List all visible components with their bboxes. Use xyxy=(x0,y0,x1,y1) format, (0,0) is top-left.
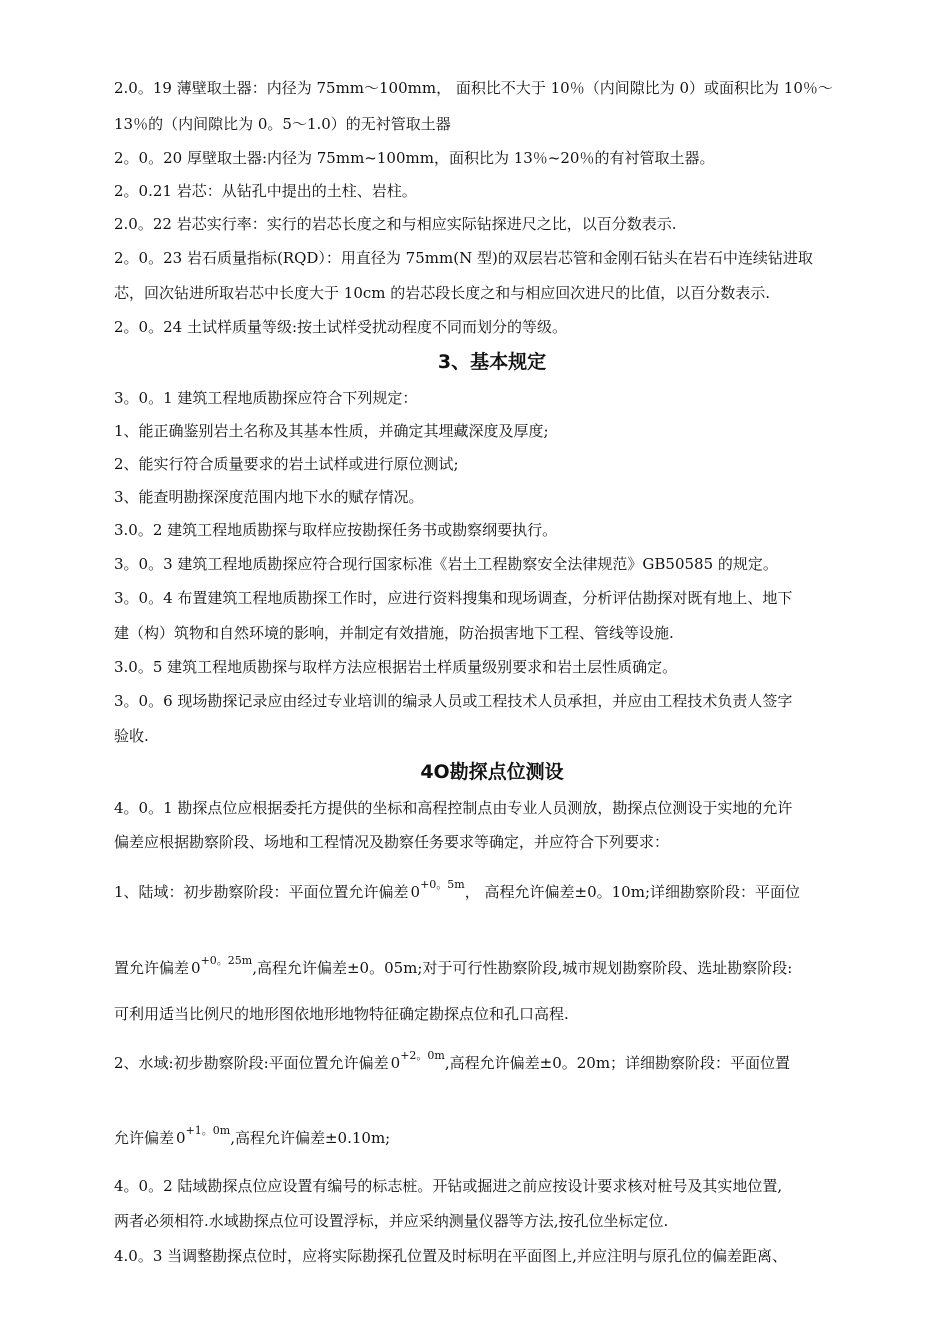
water-tolerance-text: 2、水域:初步勘察阶段:平面位置允许偏差 xyxy=(114,1054,389,1072)
land-tolerance-line-1 xyxy=(114,878,870,901)
tolerance-superscript: +2。0m xyxy=(400,1049,445,1062)
land-tolerance-line-3: 可利用适当比例尺的地形图依地形地物特征确定勘探点位和孔口高程. xyxy=(114,1005,569,1023)
list-item-3: 3、能查明勘探深度范围内地下水的赋存情况。 xyxy=(114,488,424,506)
clause-2-0-23: 2。0。23 岩石质量指标(RQD）：用直径为 75mm(N 型)的双层岩芯管和金刚石钻头在岩石中连续钻进取 xyxy=(114,249,813,267)
tolerance-base: 0 xyxy=(176,1129,186,1147)
clause-4-0-2: 4。0。2 陆域勘探点位应设置有编号的标志桩。开钻或掘进之前应按设计要求核对桩号及其实地位置, xyxy=(114,1177,783,1195)
clause-4-0-1-cont: 偏差应根据勘察阶段、场地和工程情况及勘察任务要求等确定，并应符合下列要求： xyxy=(114,833,670,851)
clause-2-0-22: 2.0。22 岩芯实行率：实行的岩芯长度之和与相应实际钻探进尺之比，以百分数表示. xyxy=(114,215,677,233)
list-item-2: 2、能实行符合质量要求的岩土试样或进行原位测试; xyxy=(114,455,459,473)
water-tolerance-text-3: 允许偏差 xyxy=(114,1129,175,1147)
clause-4-0-2-cont: 两者必须相符.水域勘探点位可设置浮标，并应采纳测量仪器等方法,按孔位坐标定位. xyxy=(114,1212,669,1230)
list-item-1: 1、能正确鉴别岩土名称及其基本性质，并确定其埋藏深度及厚度; xyxy=(114,422,549,440)
tolerance-base: 0 xyxy=(390,1054,401,1072)
clause-3-0-1: 3。0。1 建筑工程地质勘探应符合下列规定： xyxy=(114,389,418,407)
clause-3-0-4-cont: 建（构）筑物和自然环境的影响，并制定有效措施，防治损害地下工程、管线等设施. xyxy=(114,624,674,642)
land-tolerance-text-3: 置允许偏差 xyxy=(114,959,190,977)
tolerance-superscript: +0。5m xyxy=(420,878,465,891)
clause-4-0-3: 4.0。3 当调整勘探点位时，应将实际勘探孔位置及时标明在平面图上,并应注明与原孔位的偏差距离、 xyxy=(114,1247,787,1265)
clause-3-0-2: 3.0。2 建筑工程地质勘探与取样应按勘探任务书或勘察纲要执行。 xyxy=(114,521,558,539)
land-tolerance-text-2: ， 高程允许偏差±0。10m;详细勘察阶段：平面位 xyxy=(464,883,800,901)
clause-2-0-21: 2。0.21 岩芯：从钻孔中提出的土柱、岩柱。 xyxy=(114,182,417,200)
tolerance-superscript: +0。25m xyxy=(200,954,253,967)
tolerance-superscript: +1。0m xyxy=(185,1124,231,1137)
clause-2-0-19: 2.0。19 薄壁取土器：内径为 75mm～100mm， 面积比不大于 10％（内间隙比为 0）或面积比为 10％～ xyxy=(114,79,833,97)
section-3-heading: 3、基本规定 xyxy=(437,351,547,373)
water-tolerance-line-2 xyxy=(114,1124,870,1147)
land-tolerance-text-4: ,高程允许偏差±0。05m;对于可行性勘察阶段,城市规划勘察阶段、选址勘察阶段: xyxy=(252,959,793,977)
water-tolerance-text-4: ,高程允许偏差±0.10m; xyxy=(230,1129,391,1147)
clause-2-0-23-cont: 芯，回次钻进所取岩芯中长度大于 10cm 的岩芯段长度之和与相应回次进尺的比值，以百分数表示. xyxy=(114,284,771,302)
clause-2-0-24: 2。0。24 土试样质量等级:按土试样受扰动程度不同而划分的等级。 xyxy=(114,318,567,336)
clause-3-0-4: 3。0。4 布置建筑工程地质勘探工作时，应进行资料搜集和现场调查，分析评估勘探对既有地上、地下 xyxy=(114,589,793,607)
clause-3-0-6: 3。0。6 现场勘探记录应由经过专业培训的编录人员或工程技术人员承担，并应由工程技术负责人签字 xyxy=(114,692,793,710)
water-tolerance-text-2: ,高程允许偏差±0。20m；详细勘察阶段：平面位置 xyxy=(444,1054,791,1072)
clause-3-0-3: 3。0。3 建筑工程地质勘探应符合现行国家标准《岩土工程勘察安全法律规范》GB50585 的规定。 xyxy=(114,555,778,573)
section-4-heading: 4O勘探点位测设 xyxy=(420,761,564,783)
clause-4-0-1: 4。0。1 勘探点位应根据委托方提供的坐标和高程控制点由专业人员测放，勘探点位测设于实地的允许 xyxy=(114,799,793,817)
water-tolerance-line-1 xyxy=(114,1049,870,1072)
land-tolerance-text: 1、陆域：初步勘察阶段：平面位置允许偏差 xyxy=(114,883,409,901)
land-tolerance-line-2 xyxy=(114,954,870,977)
clause-2-0-19-cont: 13％的（内间隙比为 0。5～1.0）的无衬管取土器 xyxy=(114,115,451,133)
tolerance-base: 0 xyxy=(410,883,421,901)
clause-3-0-6-cont: 验收. xyxy=(114,727,149,745)
clause-3-0-5: 3.0。5 建筑工程地质勘探与取样方法应根据岩土样质量级别要求和岩土层性质确定。 xyxy=(114,658,678,676)
clause-2-0-20: 2。0。20 厚壁取土器:内径为 75mm~100mm，面积比为 13％~20％的有衬管取土器。 xyxy=(114,149,715,167)
tolerance-base: 0 xyxy=(191,959,201,977)
